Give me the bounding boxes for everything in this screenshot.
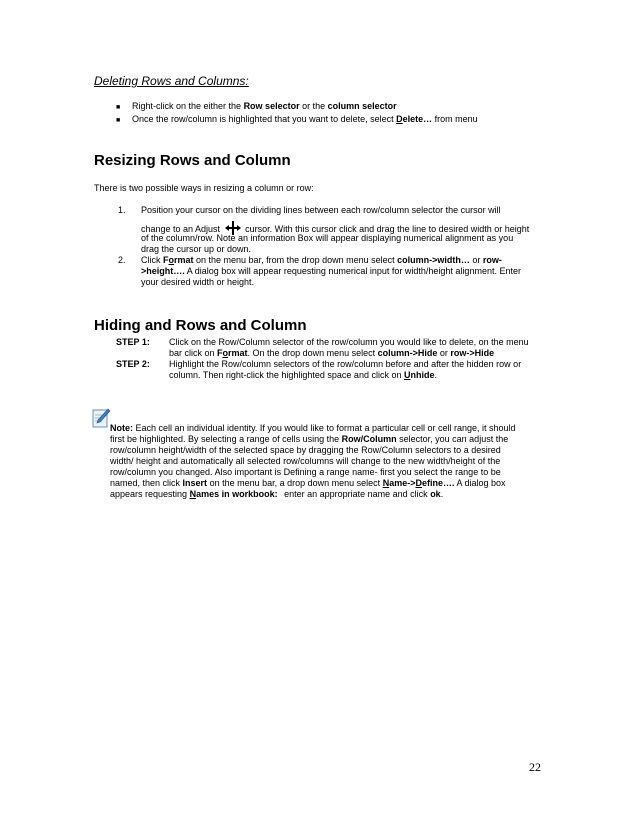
list-number: 2.: [118, 255, 126, 265]
bullet-icon: ■: [116, 117, 121, 124]
item1-line1: Position your cursor on the dividing lines between each row/column selector the cursor will: [141, 205, 501, 215]
note-line5: row/column you changed. Also important is Defining a range name- first you select the range to be: [110, 467, 501, 477]
note-line6: named, then click Insert on the menu bar, a drop down menu select Name->Define…. A dialog box: [110, 478, 506, 488]
item2-line3: your desired width or height.: [141, 277, 255, 287]
item1-line3: of the column/row. Note an information Box will appear displaying numerical alignment as you: [141, 233, 514, 243]
intro-text: There is two possible ways in resizing a column or row:: [94, 183, 314, 193]
step1-line2: bar click on Format. On the drop down menu select column->Hide or row->Hide: [169, 348, 495, 358]
item2-line1: Click Format on the menu bar, from the drop down menu select column->width… or row-: [141, 255, 502, 265]
note-line2: first be highlighted. By selecting a range of cells using the Row/Column selector, you can adjust the: [110, 434, 509, 444]
bullet-item: ■ Right-click on the either the Row selector or the column selector: [116, 101, 397, 111]
bullet-item: ■ Once the row/column is highlighted that you want to delete, select Delete… from menu: [116, 114, 478, 124]
item1-line4: drag the cursor up or down.: [141, 244, 252, 254]
note-line4: width/ height and automatically all selected row/columns will change to the new width/height of the: [110, 456, 501, 466]
section-title-resizing: Resizing Rows and Column: [94, 152, 291, 169]
page-number: 22: [529, 760, 541, 774]
step-label: STEP 2:: [116, 359, 150, 369]
step2-line2: column. Then right-click the highlighted space and click on Unhide.: [169, 370, 437, 380]
step2-line1: Highlight the Row/column selectors of the row/column before and after the hidden row or: [169, 359, 522, 369]
note-line7: appears requesting Names in workbook: enter an appropriate name and click ok.: [110, 489, 444, 499]
note-line1: Note: Each cell an individual identity. If you would like to format a particular cell or cell range, it should: [110, 423, 516, 433]
item1-line2: change to an Adjust cursor. With this cursor click and drag the line to desired width or height: [141, 221, 529, 238]
step-label: STEP 1:: [116, 337, 150, 347]
note-line3: row/column height/width of the selected space by dragging the Row/Column selectors to a desired: [110, 445, 501, 455]
note-pencil-icon: [92, 408, 111, 428]
bullet-icon: ■: [116, 104, 121, 111]
section-title-deleting: Deleting Rows and Columns:: [94, 74, 249, 88]
item2-line2: >height…. A dialog box will appear requesting numerical input for width/height alignment. Enter: [141, 266, 521, 276]
list-number: 1.: [118, 205, 126, 215]
step1-line1: Click on the Row/Column selector of the row/column you would like to delete, on the menu: [169, 337, 529, 347]
section-title-hiding: Hiding and Rows and Column: [94, 317, 307, 334]
